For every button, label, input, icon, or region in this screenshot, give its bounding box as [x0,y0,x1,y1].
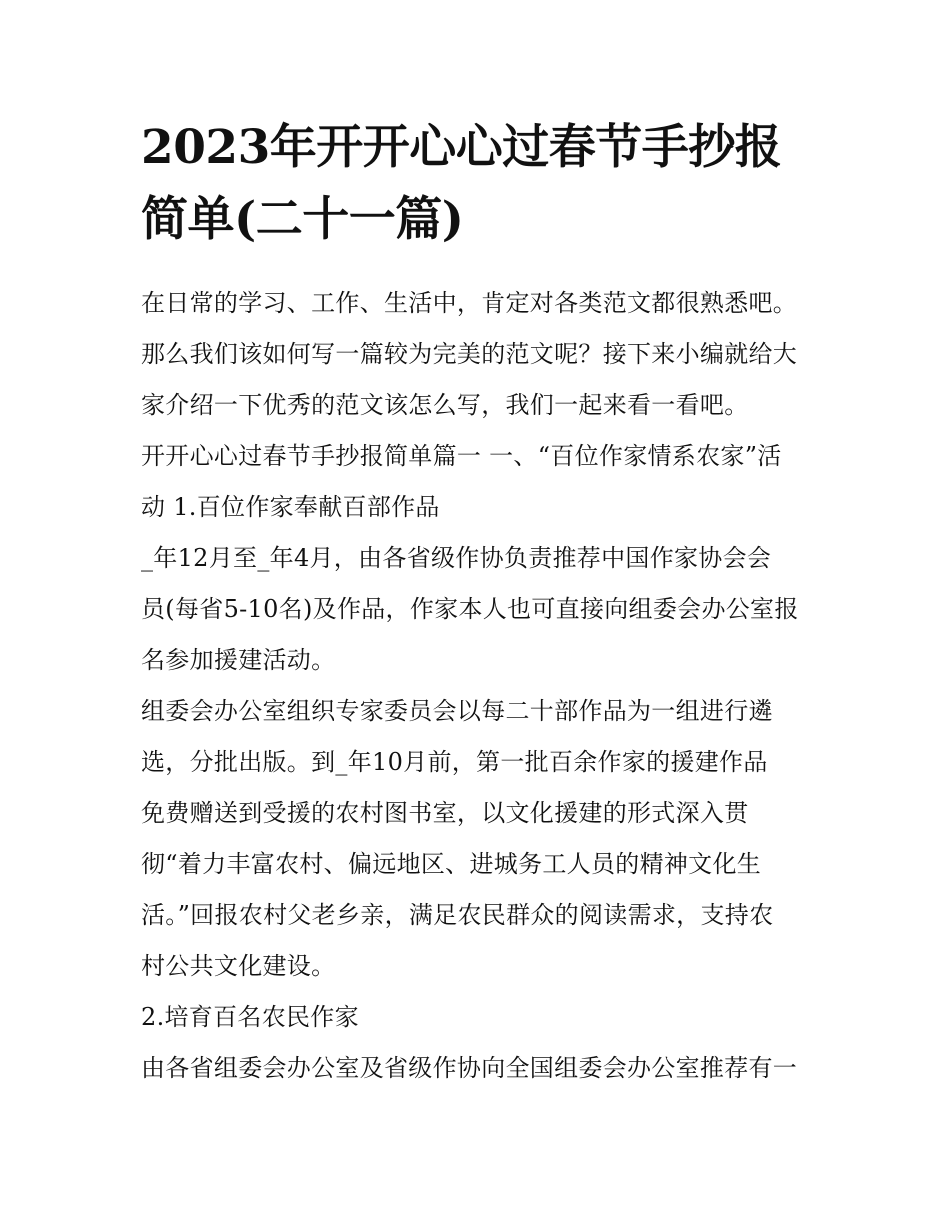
body-line: 村公共文化建设。 [141,952,336,980]
body-line: 家介绍一下优秀的范文该怎么写，我们一起来看一看吧。 [141,391,749,419]
document-body [141,278,821,1094]
body-line: 那么我们该如何写一篇较为完美的范文呢？接下来小编就给大 [141,340,798,368]
body-line: 在日常的学习、工作、生活中，肯定对各类范文都很熟悉吧。 [141,289,798,317]
body-line: 选，分批出版。到_年10月前，第一批百余作家的援建作品 [141,748,768,776]
title-line-1: 2023年开开心心过春节手抄报 [141,120,782,175]
body-line: 员(每省5-10名)及作品，作家本人也可直接向组委会办公室报 [141,595,799,623]
body-line: 开开心心过春节手抄报简单篇一 一、“百位作家情系农家”活 [141,442,782,470]
body-line: 彻“着力丰富农村、偏远地区、进城务工人员的精神文化生 [141,850,762,878]
body-line: 活。”回报农村父老乡亲，满足农民群众的阅读需求，支持农 [141,901,774,929]
body-line: 动 1.百位作家奉献百部作品 [141,493,440,521]
title-line-2: 简单(二十一篇) [141,192,464,247]
body-line: _年12月至_年4月，由各省级作协负责推荐中国作家协会会 [141,544,772,572]
body-line: 名参加援建活动。 [141,646,336,674]
document-title [141,112,821,256]
body-line: 组委会办公室组织专家委员会以每二十部作品为一组进行遴 [141,697,773,725]
body-line: 2.培育百名农民作家 [141,1003,359,1031]
body-line: 免费赠送到受援的农村图书室，以文化援建的形式深入贯 [141,799,749,827]
body-line: 由各省组委会办公室及省级作协向全国组委会办公室推荐有一 [141,1054,798,1082]
